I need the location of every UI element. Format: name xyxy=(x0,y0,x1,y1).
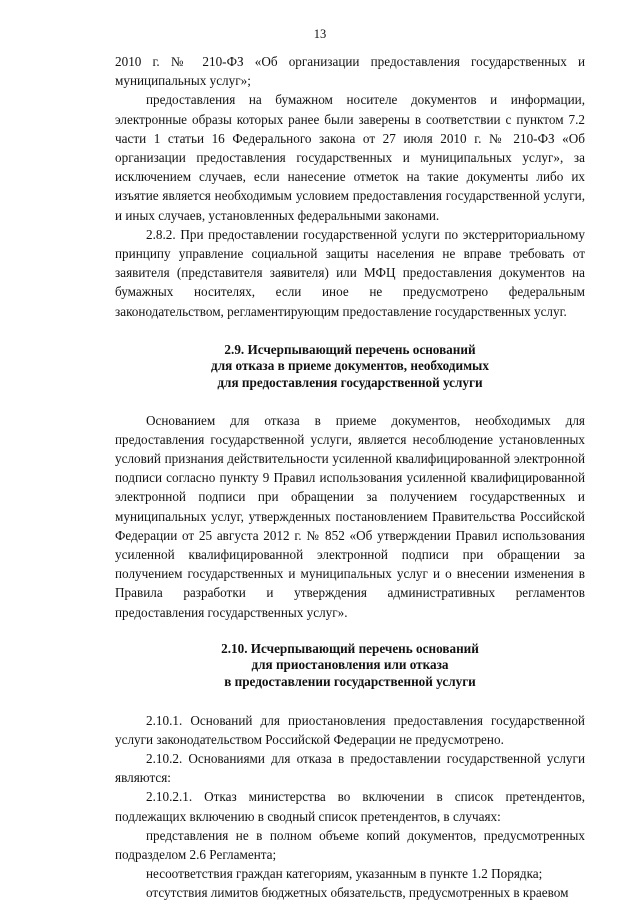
page-number: 13 xyxy=(313,27,327,41)
paragraph-paper-documents: предоставления на бумажном носителе документов и информации, электронные образы которых ранее были заверены в соответствии с пунктом 7.2 части 1 статьи 16 Федерального закона от 27 июля 2010 г. № 210-ФЗ «Об организации предоставления государственных и муниципальных услуг», за исключением случаев, если нанесение отметок на такие документы либо их изъятие является необходимым условием предоставления государственной услуги, и иных случаев, установленных федеральными законами. xyxy=(115,92,585,223)
paragraph-category-mismatch: несоответствия граждан категориям, указанным в пункте 1.2 Порядка; xyxy=(146,866,543,882)
paragraph-no-budget-limits: отсутствия лимитов бюджетных обязательств, предусмотренных в краевом xyxy=(146,885,569,901)
paragraph-2-9-grounds: Основанием для отказа в приеме документов, необходимых для предоставления государственной услуги, является несоблюдение установленных условий признания действительности усиленной квалифицированной электронной подписи согласно пункту 9 Правил использования усиленной квалифицированной электронной подписи при обращении за получением государственных и муниципальных услуг, утвержденных постановлением Правительства Российской Федерации от 25 августа 2012 г. № 852 «Об утверждении Правил использования усиленной квалифицированной электронной подписи при обращении за получением государственных и муниципальных услуг и о внесении изменения в Правила разработки и утверждения административных регламентов предоставления государственных услуг». xyxy=(115,412,585,620)
heading-line: 2.10. Исчерпывающий перечень оснований xyxy=(221,640,479,656)
heading-line: для отказа в приеме документов, необходимых xyxy=(211,358,489,374)
section-heading-2-9 xyxy=(115,342,585,392)
heading-line: для приостановления или отказа xyxy=(251,657,449,673)
paragraph-2-10-2: 2.10.2. Основаниями для отказа в предоставлении государственной услуги являются: xyxy=(115,751,585,786)
document-body xyxy=(115,52,585,903)
heading-line: для предоставления государственной услуги xyxy=(217,375,483,391)
heading-line: в предоставлении государственной услуги xyxy=(224,674,476,690)
paragraph-2-8-2: 2.8.2. При предоставлении государственной услуги по экстерриториальному принципу управление социальной защиты населения не вправе требовать от заявителя (представителя заявителя) или МФЦ предоставления документов на бумажных носителях, если иное не предусмотрено федеральным законодательством, регламентирующим предоставление государственных услуг. xyxy=(115,226,585,319)
section-heading-2-10 xyxy=(115,641,585,691)
paragraph-law-reference: 2010 г. № 210-ФЗ «Об организации предоставления государственных и муниципальных услуг»; xyxy=(115,54,585,89)
paragraph-incomplete-copies: представления не в полном объеме копий документов, предусмотренных подразделом 2.6 Регламента; xyxy=(115,827,585,863)
paragraph-2-10-2-1: 2.10.2.1. Отказ министерства во включении в список претендентов, подлежащих включению в сводный список претендентов, в случаях: xyxy=(115,789,585,824)
heading-line: 2.9. Исчерпывающий перечень оснований xyxy=(224,341,476,357)
paragraph-2-10-1: 2.10.1. Оснований для приостановления предоставления государственной услуги законодательством Российской Федерации не предусмотрено. xyxy=(115,712,585,747)
